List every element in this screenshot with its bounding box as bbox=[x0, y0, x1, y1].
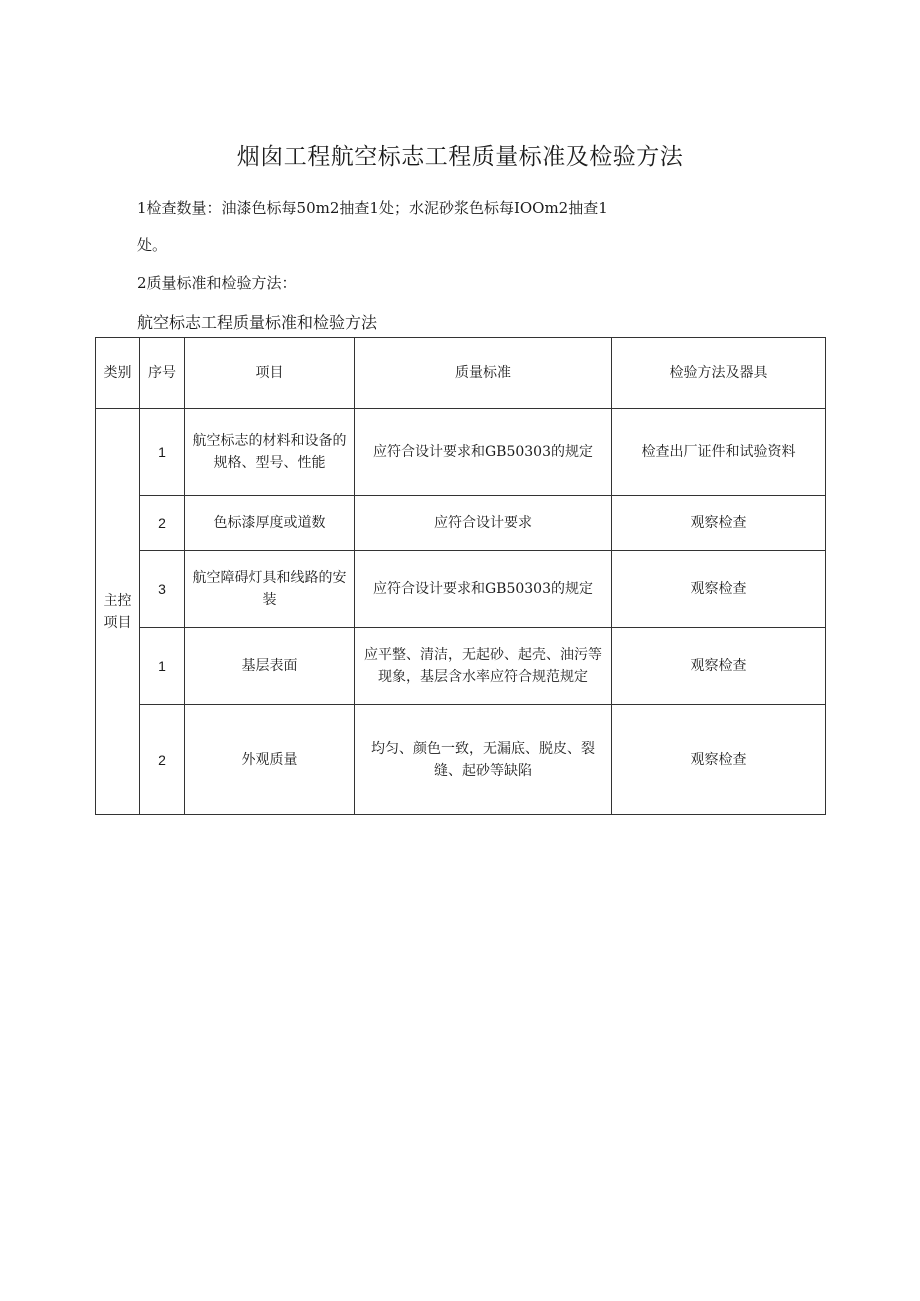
category-main-control: 主控项目 bbox=[96, 409, 140, 815]
row-standard: 应平整、清洁，无起砂、起壳、油污等现象，基层含水率应符合规范规定 bbox=[355, 628, 612, 705]
table-header-row bbox=[96, 338, 826, 409]
table-caption: 航空标志工程质量标准和检验方法 bbox=[137, 313, 378, 332]
row-seq: 2 bbox=[140, 705, 185, 815]
table-row bbox=[96, 705, 826, 815]
row-item: 外观质量 bbox=[185, 705, 355, 815]
row-method: 观察检查 bbox=[612, 551, 826, 628]
row-standard: 应符合设计要求 bbox=[355, 496, 612, 551]
header-seq: 序号 bbox=[140, 338, 185, 409]
row-item: 色标漆厚度或道数 bbox=[185, 496, 355, 551]
row-method: 观察检查 bbox=[612, 628, 826, 705]
quality-standard-heading: 2质量标准和检验方法： bbox=[137, 274, 297, 292]
header-item: 项目 bbox=[185, 338, 355, 409]
row-standard: 应符合设计要求和GB50303的规定 bbox=[355, 409, 612, 496]
header-standard: 质量标准 bbox=[355, 338, 612, 409]
table-row bbox=[96, 409, 826, 496]
row-standard: 应符合设计要求和GB50303的规定 bbox=[355, 551, 612, 628]
row-item: 航空障碍灯具和线路的安装 bbox=[185, 551, 355, 628]
inspection-quantity-line2: 处。 bbox=[137, 236, 168, 254]
table-row bbox=[96, 551, 826, 628]
row-method: 检查出厂证件和试验资料 bbox=[612, 409, 826, 496]
row-seq: 1 bbox=[140, 628, 185, 705]
table-row bbox=[96, 496, 826, 551]
row-seq: 2 bbox=[140, 496, 185, 551]
row-standard: 均匀、颜色一致，无漏底、脱皮、裂缝、起砂等缺陷 bbox=[355, 705, 612, 815]
header-category: 类别 bbox=[96, 338, 140, 409]
row-item: 航空标志的材料和设备的规格、型号、性能 bbox=[185, 409, 355, 496]
row-seq: 1 bbox=[140, 409, 185, 496]
quality-standard-table bbox=[95, 337, 826, 815]
inspection-quantity-line1: 1检查数量：油漆色标每50m2抽查1处；水泥砂浆色标每IOOm2抽查1 bbox=[137, 199, 608, 217]
row-method: 观察检查 bbox=[612, 705, 826, 815]
row-item: 基层表面 bbox=[185, 628, 355, 705]
row-seq: 3 bbox=[140, 551, 185, 628]
row-method: 观察检查 bbox=[612, 496, 826, 551]
header-method: 检验方法及器具 bbox=[612, 338, 826, 409]
table-row bbox=[96, 628, 826, 705]
page-title: 烟囱工程航空标志工程质量标准及检验方法 bbox=[236, 144, 684, 170]
